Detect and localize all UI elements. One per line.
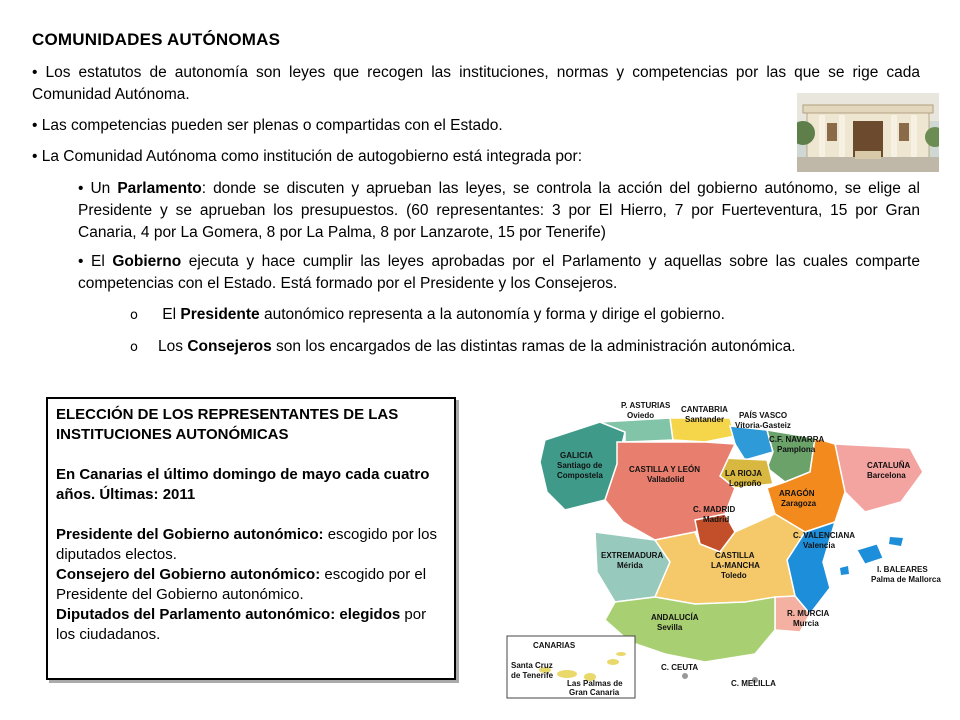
label-canarias: CANARIAS	[533, 641, 576, 650]
label-clm-1: CASTILLA	[715, 551, 755, 560]
label-vitoria: Vitoria-Gasteiz	[735, 421, 791, 430]
label-galicia: GALICIA	[560, 451, 593, 460]
label-oviedo: Oviedo	[627, 411, 655, 420]
label-aragon: ARAGÓN	[779, 489, 815, 498]
label-galicia-capital-1: Santiago de	[557, 461, 603, 470]
island-lanzarote	[616, 652, 626, 656]
sub-bullet-text: son los encargados de las distintas ramas de la administración autonómica.	[271, 338, 796, 355]
label-santander: Santander	[685, 415, 725, 424]
page-title: COMUNIDADES AUTÓNOMAS	[32, 30, 281, 49]
bullet-text: La Comunidad Autónoma como institución de autogobierno está integrada por:	[41, 148, 583, 165]
bullet-mark: •	[32, 148, 38, 165]
label-madrid: Madrid	[703, 515, 730, 524]
sub-bullet-consejeros	[130, 336, 796, 359]
elections-date: En Canarias el último domingo de mayo cada cuatro años. Últimas: 2011	[56, 466, 430, 503]
label-las-palmas-2: Gran Canaria	[569, 688, 620, 697]
bullet-bold: Parlamento	[117, 180, 202, 197]
sub-bullet-pre: El	[158, 306, 181, 323]
label-toledo: Toledo	[721, 571, 747, 580]
elections-box	[46, 397, 456, 680]
label-palma: Palma de Mallorca	[871, 575, 941, 584]
consejero-label: Consejero del Gobierno autonómico:	[56, 566, 321, 583]
island-fuerteventura	[607, 659, 619, 665]
elections-heading: ELECCIÓN DE LOS REPRESENTANTES DE LAS INSTITUCIONES AUTONÓMICAS	[56, 406, 399, 443]
bullet-text: ejecuta y hace cumplir las leyes aprobadas por el Parlamento y aquellas sobre las cuales comparte competencias con el Estado. Está formado por el Presidente y los Consejeros.	[78, 253, 920, 292]
label-logrono: Logroño	[729, 479, 762, 488]
label-madrid-region: C. MADRID	[693, 505, 736, 514]
label-castilla-leon: CASTILLA Y LEÓN	[629, 465, 700, 474]
bullet-text: Los estatutos de autonomía son leyes que recogen las instituciones, normas y competencias por las que se rige cada Comunidad Autónoma.	[32, 64, 920, 103]
label-murcia: Murcia	[793, 619, 819, 628]
label-navarra: C.F. NAVARRA	[769, 435, 825, 444]
bullet-competencias	[32, 115, 772, 137]
label-melilla: C. MELILLA	[731, 679, 776, 688]
label-andalucia: ANDALUCÍA	[651, 613, 699, 622]
label-clm-2: LA-MANCHA	[711, 561, 760, 570]
label-la-rioja: LA RIOJA	[725, 469, 763, 478]
label-merida: Mérida	[617, 561, 643, 570]
consejero-election	[56, 565, 446, 605]
bullet-mark: •	[78, 180, 84, 197]
bullet-pre: El	[91, 253, 113, 270]
bullet-mark: •	[32, 64, 38, 81]
label-extremadura: EXTREMADURA	[601, 551, 664, 560]
label-sevilla: Sevilla	[657, 623, 683, 632]
bullet-parlamento	[78, 178, 920, 244]
bullet-comunidad	[32, 146, 772, 168]
label-las-palmas-1: Las Palmas de	[567, 679, 623, 688]
label-pamplona: Pamplona	[777, 445, 816, 454]
label-galicia-capital-2: Compostela	[557, 471, 603, 480]
bullet-mark: •	[78, 253, 84, 270]
label-zaragoza: Zaragoza	[781, 499, 817, 508]
sub-bullet-presidente	[130, 304, 725, 327]
label-valencia: Valencia	[803, 541, 836, 550]
spain-map-svg	[505, 392, 945, 710]
label-ceuta: C. CEUTA	[661, 663, 699, 672]
label-cantabria: CANTABRIA	[681, 405, 728, 414]
parliament-photo	[797, 93, 939, 172]
ceuta-dot	[682, 673, 688, 679]
label-murcia-region: R. MURCIA	[787, 609, 830, 618]
island-tenerife	[557, 670, 577, 678]
presidente-label: Presidente del Gobierno autonómico:	[56, 526, 324, 543]
label-pais-vasco: PAÍS VASCO	[739, 411, 788, 420]
label-valenciana: C. VALENCIANA	[793, 531, 856, 540]
label-cataluna: CATALUÑA	[867, 461, 911, 470]
sub-bullet-bold: Consejeros	[187, 338, 272, 355]
sub-bullet-mark: o	[130, 340, 138, 355]
consejero-text: escogido por el Presidente del Gobierno autonómico.	[56, 566, 427, 603]
label-barcelona: Barcelona	[867, 471, 906, 480]
sub-bullet-pre: Los	[158, 338, 188, 355]
spain-map	[505, 392, 945, 710]
label-asturias: P. ASTURIAS	[621, 401, 671, 410]
diputados-election	[56, 605, 446, 645]
sub-bullet-text: autonómico representa a la autonomía y forma y dirige el gobierno.	[259, 306, 725, 323]
sub-bullet-bold: Presidente	[180, 306, 260, 323]
label-valladolid: Valladolid	[647, 475, 685, 484]
label-santa-cruz-2: de Tenerife	[511, 671, 554, 680]
bullet-text: Las competencias pueden ser plenas o compartidas con el Estado.	[41, 117, 503, 134]
bullet-estatutos	[32, 62, 920, 106]
bullet-text: : donde se discuten y aprueban las leyes, se controla la acción del gobierno autónomo, se elige al Presidente y se aprueban los presupuestos. (60 representantes: 3 por El Hierro, 7 por Fuerteventura, 15 por Gran Canaria, 4 por La Gomera, 8 por La Palma, 8 por Lanzarote, 15 por Tenerife)	[78, 180, 920, 241]
presidente-text: escogido por los diputados electos.	[56, 526, 437, 563]
label-baleares: I. BALEARES	[877, 565, 928, 574]
bullet-mark: •	[32, 117, 38, 134]
bullet-pre: Un	[90, 180, 118, 197]
diputados-label: Diputados del Parlamento autonómico: elegidos	[56, 606, 401, 623]
bullet-bold: Gobierno	[112, 253, 182, 270]
presidente-election	[56, 525, 446, 565]
sub-bullet-mark: o	[130, 308, 138, 323]
parliament-building-image	[797, 93, 939, 172]
label-santa-cruz-1: Santa Cruz	[511, 661, 553, 670]
bullet-gobierno	[78, 251, 920, 295]
diputados-text: por los ciudadanos.	[56, 606, 427, 643]
